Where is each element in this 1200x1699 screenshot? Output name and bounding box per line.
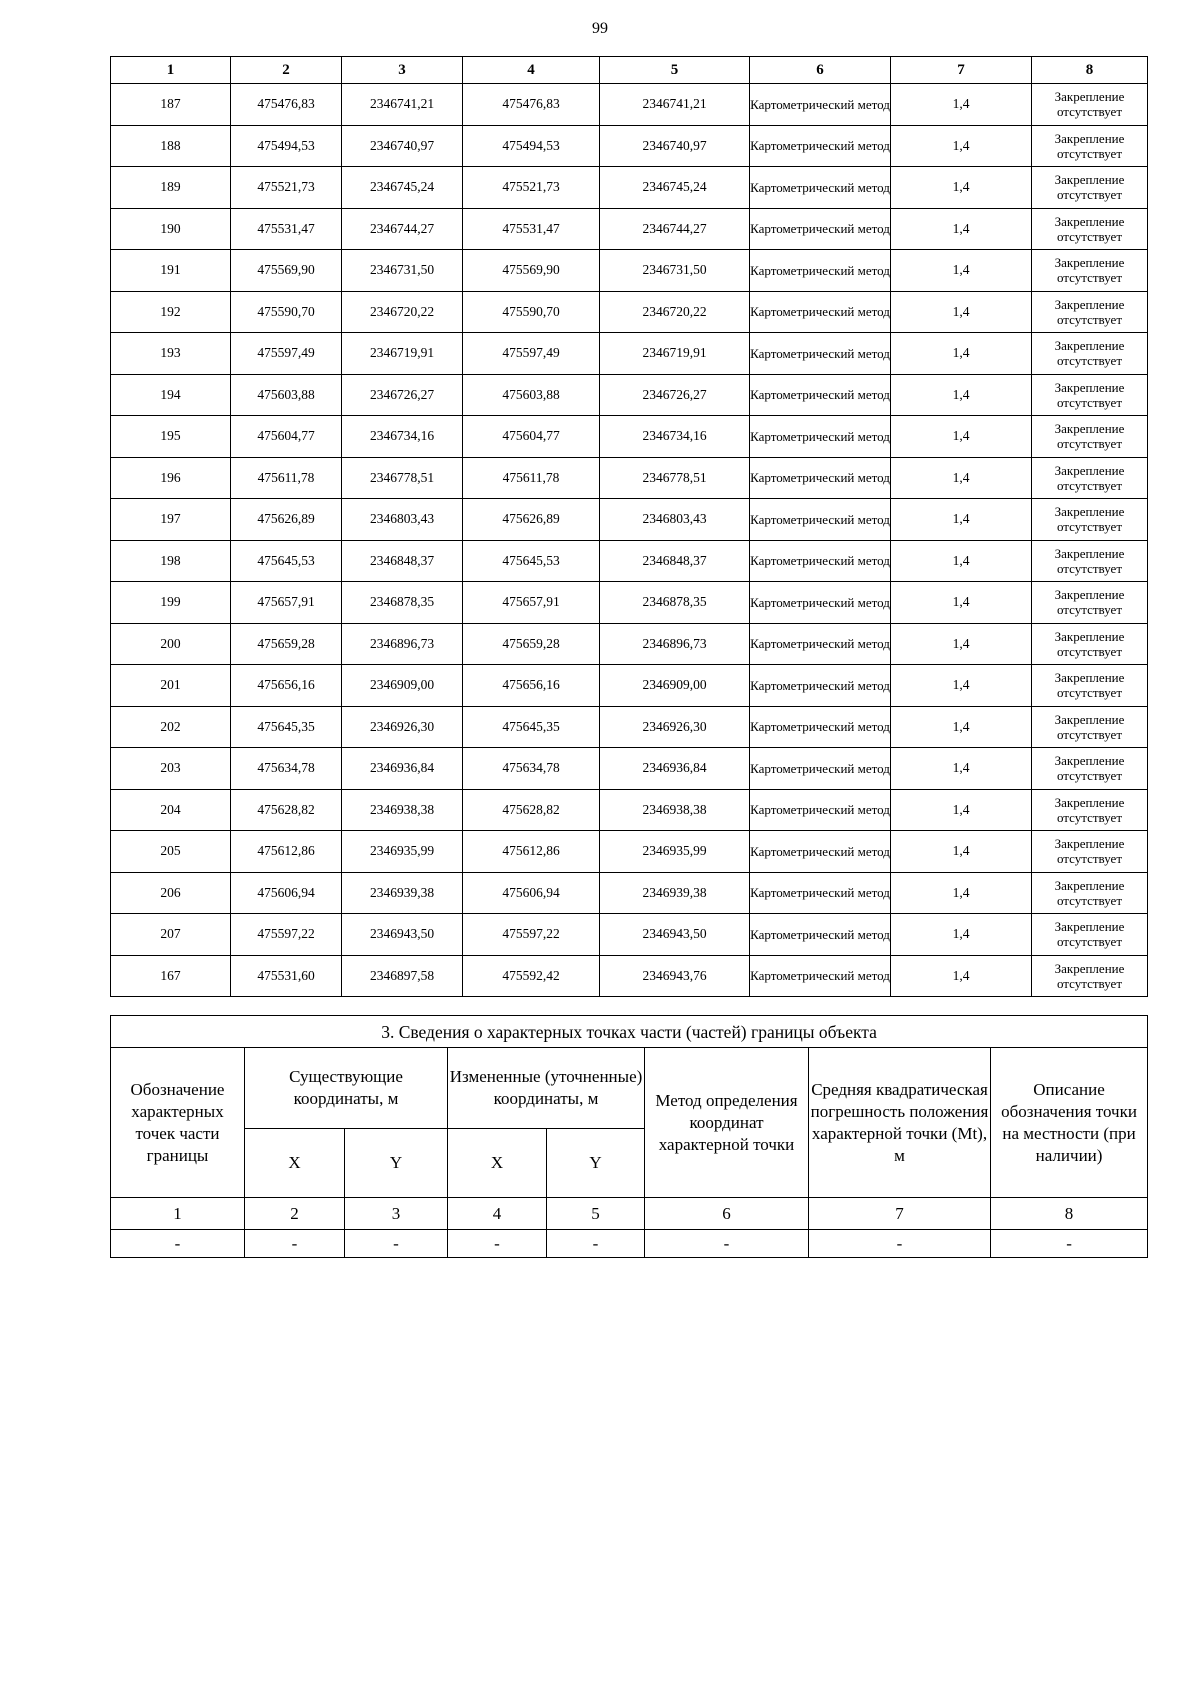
table-row: [111, 706, 1148, 748]
section3-column-number: 5: [547, 1198, 645, 1230]
changed-x-cell: 475521,73: [463, 167, 600, 209]
changed-y-cell: 2346938,38: [600, 789, 750, 831]
method-cell: Картометрический метод: [750, 208, 891, 250]
table-row: [111, 789, 1148, 831]
accuracy-cell: 1,4: [891, 623, 1032, 665]
accuracy-cell: 1,4: [891, 125, 1032, 167]
table-row: [111, 955, 1148, 997]
table-row: [111, 374, 1148, 416]
method-cell: Картометрический метод: [750, 416, 891, 458]
existing-y-cell: 2346909,00: [342, 665, 463, 707]
point-number-cell: 199: [111, 582, 231, 624]
method-cell: Картометрический метод: [750, 499, 891, 541]
description-cell: Закрепление отсутствует: [1032, 457, 1148, 499]
existing-x-cell: 475590,70: [231, 291, 342, 333]
table-row: [111, 333, 1148, 375]
description-cell: Закрепление отсутствует: [1032, 250, 1148, 292]
existing-y-cell: 2346744,27: [342, 208, 463, 250]
description-cell: Закрепление отсутствует: [1032, 582, 1148, 624]
description-cell: Закрепление отсутствует: [1032, 167, 1148, 209]
point-number-cell: 201: [111, 665, 231, 707]
accuracy-cell: 1,4: [891, 872, 1032, 914]
method-cell: Картометрический метод: [750, 831, 891, 873]
existing-x-cell: 475659,28: [231, 623, 342, 665]
accuracy-cell: 1,4: [891, 831, 1032, 873]
accuracy-cell: 1,4: [891, 582, 1032, 624]
description-cell: Закрепление отсутствует: [1032, 499, 1148, 541]
description-cell: Закрепление отсутствует: [1032, 748, 1148, 790]
point-number-cell: 190: [111, 208, 231, 250]
table-row: [111, 914, 1148, 956]
existing-y-cell: 2346939,38: [342, 872, 463, 914]
changed-x-cell: 475476,83: [463, 84, 600, 126]
existing-y-cell: 2346926,30: [342, 706, 463, 748]
point-number-cell: 200: [111, 623, 231, 665]
changed-y-cell: 2346731,50: [600, 250, 750, 292]
point-number-cell: 207: [111, 914, 231, 956]
column-number-header: 6: [750, 57, 891, 84]
section3-title: 3. Сведения о характерных точках части (частей) границы объекта: [111, 1016, 1148, 1048]
changed-x-cell: 475626,89: [463, 499, 600, 541]
changed-y-cell: 2346734,16: [600, 416, 750, 458]
method-cell: Картометрический метод: [750, 540, 891, 582]
changed-y-cell: 2346896,73: [600, 623, 750, 665]
column-number-header: 5: [600, 57, 750, 84]
table-row: [111, 250, 1148, 292]
method-cell: Картометрический метод: [750, 250, 891, 292]
page-number: 99: [592, 20, 608, 37]
section3-empty-cell: -: [111, 1230, 245, 1258]
table-row: [111, 499, 1148, 541]
column-number-header: 4: [463, 57, 600, 84]
point-number-cell: 198: [111, 540, 231, 582]
accuracy-cell: 1,4: [891, 955, 1032, 997]
point-number-cell: 187: [111, 84, 231, 126]
description-cell: Закрепление отсутствует: [1032, 208, 1148, 250]
description-cell: Закрепление отсутствует: [1032, 333, 1148, 375]
existing-x-cell: 475597,49: [231, 333, 342, 375]
existing-y-cell: 2346778,51: [342, 457, 463, 499]
existing-x-cell: 475628,82: [231, 789, 342, 831]
method-cell: Картометрический метод: [750, 914, 891, 956]
existing-y-cell: 2346726,27: [342, 374, 463, 416]
method-cell: Картометрический метод: [750, 665, 891, 707]
existing-x-cell: 475603,88: [231, 374, 342, 416]
table-row: [111, 125, 1148, 167]
table-row: [111, 748, 1148, 790]
header-method: Метод определения координат характерной точки: [645, 1048, 809, 1198]
existing-x-cell: 475634,78: [231, 748, 342, 790]
description-cell: Закрепление отсутствует: [1032, 125, 1148, 167]
header-existing-x: X: [245, 1129, 345, 1198]
accuracy-cell: 1,4: [891, 706, 1032, 748]
section3-column-number: 6: [645, 1198, 809, 1230]
changed-x-cell: 475659,28: [463, 623, 600, 665]
accuracy-cell: 1,4: [891, 250, 1032, 292]
description-cell: Закрепление отсутствует: [1032, 789, 1148, 831]
changed-x-cell: 475604,77: [463, 416, 600, 458]
description-cell: Закрепление отсутствует: [1032, 540, 1148, 582]
method-cell: Картометрический метод: [750, 748, 891, 790]
description-cell: Закрепление отсутствует: [1032, 374, 1148, 416]
point-number-cell: 188: [111, 125, 231, 167]
description-cell: Закрепление отсутствует: [1032, 623, 1148, 665]
changed-y-cell: 2346719,91: [600, 333, 750, 375]
changed-y-cell: 2346741,21: [600, 84, 750, 126]
changed-x-cell: 475592,42: [463, 955, 600, 997]
existing-x-cell: 475521,73: [231, 167, 342, 209]
accuracy-cell: 1,4: [891, 499, 1032, 541]
existing-y-cell: 2346897,58: [342, 955, 463, 997]
method-cell: Картометрический метод: [750, 125, 891, 167]
description-cell: Закрепление отсутствует: [1032, 291, 1148, 333]
existing-y-cell: 2346734,16: [342, 416, 463, 458]
table-row: [111, 208, 1148, 250]
description-cell: Закрепление отсутствует: [1032, 84, 1148, 126]
point-number-cell: 197: [111, 499, 231, 541]
table-row: [111, 291, 1148, 333]
point-number-cell: 167: [111, 955, 231, 997]
description-cell: Закрепление отсутствует: [1032, 955, 1148, 997]
point-number-cell: 189: [111, 167, 231, 209]
accuracy-cell: 1,4: [891, 665, 1032, 707]
existing-x-cell: 475606,94: [231, 872, 342, 914]
changed-y-cell: 2346909,00: [600, 665, 750, 707]
method-cell: Картометрический метод: [750, 582, 891, 624]
existing-y-cell: 2346741,21: [342, 84, 463, 126]
accuracy-cell: 1,4: [891, 748, 1032, 790]
column-number-header: 2: [231, 57, 342, 84]
changed-y-cell: 2346745,24: [600, 167, 750, 209]
existing-x-cell: 475531,60: [231, 955, 342, 997]
existing-y-cell: 2346803,43: [342, 499, 463, 541]
point-number-cell: 195: [111, 416, 231, 458]
point-number-cell: 206: [111, 872, 231, 914]
column-number-header: 7: [891, 57, 1032, 84]
changed-y-cell: 2346726,27: [600, 374, 750, 416]
changed-y-cell: 2346939,38: [600, 872, 750, 914]
section3-empty-cell: -: [645, 1230, 809, 1258]
existing-y-cell: 2346745,24: [342, 167, 463, 209]
method-cell: Картометрический метод: [750, 706, 891, 748]
method-cell: Картометрический метод: [750, 872, 891, 914]
changed-y-cell: 2346878,35: [600, 582, 750, 624]
description-cell: Закрепление отсутствует: [1032, 416, 1148, 458]
changed-x-cell: 475611,78: [463, 457, 600, 499]
section3-empty-cell: -: [245, 1230, 345, 1258]
existing-x-cell: 475494,53: [231, 125, 342, 167]
header-accuracy: Средняя квадратическая погрешность положения характерной точки (Mt), м: [809, 1048, 991, 1198]
section3-column-number: 7: [809, 1198, 991, 1230]
existing-x-cell: 475612,86: [231, 831, 342, 873]
description-cell: Закрепление отсутствует: [1032, 831, 1148, 873]
header-designation: Обозначение характерных точек части границы: [111, 1048, 245, 1198]
section3-table: [110, 1015, 1148, 1258]
header-changed-y: Y: [547, 1129, 645, 1198]
accuracy-cell: 1,4: [891, 914, 1032, 956]
changed-y-cell: 2346926,30: [600, 706, 750, 748]
existing-x-cell: 475597,22: [231, 914, 342, 956]
existing-y-cell: 2346943,50: [342, 914, 463, 956]
description-cell: Закрепление отсутствует: [1032, 665, 1148, 707]
accuracy-cell: 1,4: [891, 84, 1032, 126]
existing-x-cell: 475645,35: [231, 706, 342, 748]
method-cell: Картометрический метод: [750, 374, 891, 416]
existing-x-cell: 475656,16: [231, 665, 342, 707]
table-row: [111, 540, 1148, 582]
existing-y-cell: 2346896,73: [342, 623, 463, 665]
changed-y-cell: 2346744,27: [600, 208, 750, 250]
existing-y-cell: 2346938,38: [342, 789, 463, 831]
accuracy-cell: 1,4: [891, 540, 1032, 582]
section3-empty-cell: -: [345, 1230, 448, 1258]
column-number-header: 1: [111, 57, 231, 84]
existing-y-cell: 2346848,37: [342, 540, 463, 582]
accuracy-cell: 1,4: [891, 208, 1032, 250]
header-existing-coordinates: Существующие координаты, м: [245, 1048, 448, 1129]
method-cell: Картометрический метод: [750, 291, 891, 333]
header-existing-y: Y: [345, 1129, 448, 1198]
existing-y-cell: 2346731,50: [342, 250, 463, 292]
coordinates-table: [110, 56, 1148, 997]
point-number-cell: 203: [111, 748, 231, 790]
method-cell: Картометрический метод: [750, 457, 891, 499]
header-description: Описание обозначения точки на местности (при наличии): [991, 1048, 1148, 1198]
existing-x-cell: 475531,47: [231, 208, 342, 250]
table-row: [111, 831, 1148, 873]
point-number-cell: 196: [111, 457, 231, 499]
existing-x-cell: 475569,90: [231, 250, 342, 292]
section3-column-number: 4: [448, 1198, 547, 1230]
table-row: [111, 167, 1148, 209]
existing-y-cell: 2346740,97: [342, 125, 463, 167]
section3-empty-cell: -: [809, 1230, 991, 1258]
accuracy-cell: 1,4: [891, 457, 1032, 499]
point-number-cell: 194: [111, 374, 231, 416]
changed-y-cell: 2346936,84: [600, 748, 750, 790]
point-number-cell: 202: [111, 706, 231, 748]
changed-y-cell: 2346778,51: [600, 457, 750, 499]
existing-y-cell: 2346935,99: [342, 831, 463, 873]
changed-y-cell: 2346720,22: [600, 291, 750, 333]
method-cell: Картометрический метод: [750, 623, 891, 665]
header-changed-x: X: [448, 1129, 547, 1198]
changed-y-cell: 2346943,50: [600, 914, 750, 956]
existing-x-cell: 475657,91: [231, 582, 342, 624]
table-row: [111, 623, 1148, 665]
changed-x-cell: 475603,88: [463, 374, 600, 416]
point-number-cell: 204: [111, 789, 231, 831]
section3-empty-cell: -: [547, 1230, 645, 1258]
description-cell: Закрепление отсутствует: [1032, 872, 1148, 914]
column-number-header: 8: [1032, 57, 1148, 84]
column-number-header: 3: [342, 57, 463, 84]
existing-x-cell: 475626,89: [231, 499, 342, 541]
section3-empty-cell: -: [991, 1230, 1148, 1258]
point-number-cell: 192: [111, 291, 231, 333]
section3-column-number: 3: [345, 1198, 448, 1230]
changed-x-cell: 475645,35: [463, 706, 600, 748]
changed-x-cell: 475628,82: [463, 789, 600, 831]
changed-x-cell: 475531,47: [463, 208, 600, 250]
point-number-cell: 205: [111, 831, 231, 873]
changed-x-cell: 475494,53: [463, 125, 600, 167]
changed-x-cell: 475597,22: [463, 914, 600, 956]
point-number-cell: 193: [111, 333, 231, 375]
header-changed-coordinates: Измененные (уточненные) координаты, м: [448, 1048, 645, 1129]
changed-x-cell: 475656,16: [463, 665, 600, 707]
section3-column-number: 1: [111, 1198, 245, 1230]
section3-empty-cell: -: [448, 1230, 547, 1258]
changed-y-cell: 2346848,37: [600, 540, 750, 582]
table-row: [111, 665, 1148, 707]
method-cell: Картометрический метод: [750, 789, 891, 831]
existing-x-cell: 475476,83: [231, 84, 342, 126]
section3-column-number: 2: [245, 1198, 345, 1230]
changed-x-cell: 475590,70: [463, 291, 600, 333]
method-cell: Картометрический метод: [750, 167, 891, 209]
section3-column-number: 8: [991, 1198, 1148, 1230]
changed-y-cell: 2346943,76: [600, 955, 750, 997]
existing-x-cell: 475611,78: [231, 457, 342, 499]
existing-y-cell: 2346720,22: [342, 291, 463, 333]
point-number-cell: 191: [111, 250, 231, 292]
method-cell: Картометрический метод: [750, 84, 891, 126]
accuracy-cell: 1,4: [891, 333, 1032, 375]
accuracy-cell: 1,4: [891, 374, 1032, 416]
table-row: [111, 416, 1148, 458]
accuracy-cell: 1,4: [891, 416, 1032, 458]
changed-x-cell: 475612,86: [463, 831, 600, 873]
accuracy-cell: 1,4: [891, 291, 1032, 333]
existing-y-cell: 2346878,35: [342, 582, 463, 624]
existing-x-cell: 475645,53: [231, 540, 342, 582]
method-cell: Картометрический метод: [750, 955, 891, 997]
description-cell: Закрепление отсутствует: [1032, 706, 1148, 748]
changed-x-cell: 475597,49: [463, 333, 600, 375]
existing-x-cell: 475604,77: [231, 416, 342, 458]
changed-x-cell: 475657,91: [463, 582, 600, 624]
changed-y-cell: 2346935,99: [600, 831, 750, 873]
method-cell: Картометрический метод: [750, 333, 891, 375]
changed-x-cell: 475645,53: [463, 540, 600, 582]
accuracy-cell: 1,4: [891, 167, 1032, 209]
table-row: [111, 582, 1148, 624]
accuracy-cell: 1,4: [891, 789, 1032, 831]
table-row: [111, 84, 1148, 126]
existing-y-cell: 2346719,91: [342, 333, 463, 375]
table-row: [111, 457, 1148, 499]
table-row: [111, 872, 1148, 914]
changed-y-cell: 2346803,43: [600, 499, 750, 541]
changed-x-cell: 475634,78: [463, 748, 600, 790]
changed-x-cell: 475569,90: [463, 250, 600, 292]
existing-y-cell: 2346936,84: [342, 748, 463, 790]
changed-y-cell: 2346740,97: [600, 125, 750, 167]
changed-x-cell: 475606,94: [463, 872, 600, 914]
description-cell: Закрепление отсутствует: [1032, 914, 1148, 956]
